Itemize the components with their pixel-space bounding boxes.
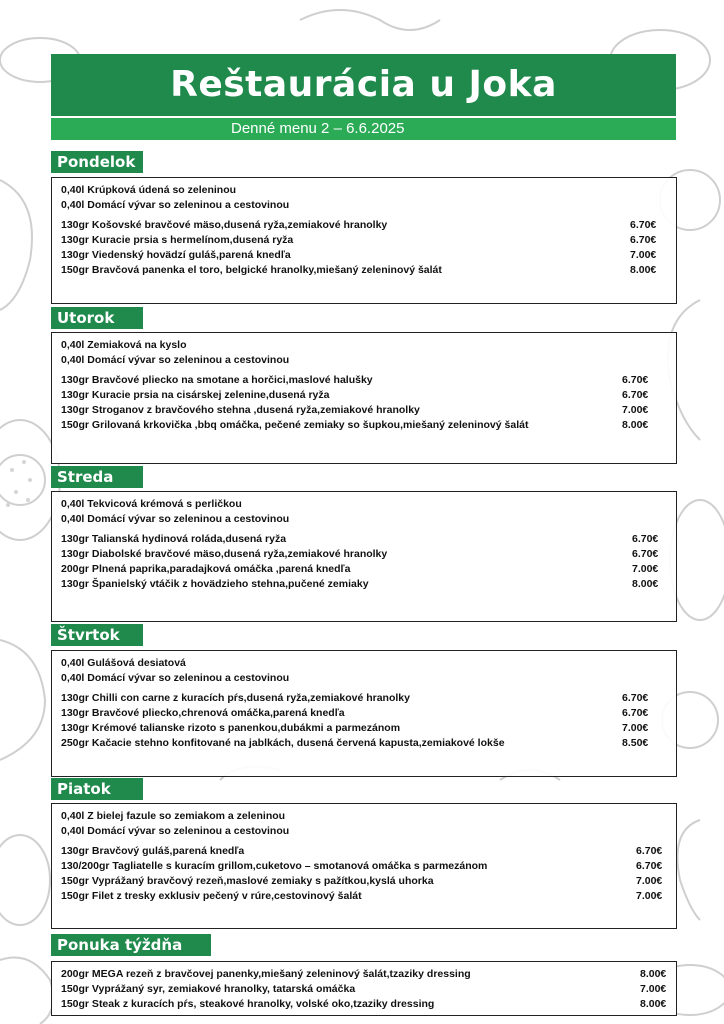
dish-price: 8.00€ — [640, 998, 667, 1010]
day-label: Štvrtok — [51, 624, 143, 646]
day-menu-box — [51, 177, 677, 304]
dish-item: 130gr Kuracie prsia s hermelínom,dusená ryža — [61, 234, 294, 246]
soup-item: 0,40l Zemiaková na kyslo — [61, 339, 187, 351]
dish-item: 250gr Kačacie stehno konfitované na jablkách, dusená červená kapusta,zemiakové lokše — [61, 737, 505, 749]
dish-item: 150gr Bravčová panenka el toro, belgické hranolky,miešaný zeleninový šalát — [61, 264, 442, 276]
dish-item: 130gr Diabolské bravčové mäso,dusená ryža,zemiakové hranolky — [61, 548, 388, 560]
soup-item: 0,40l Domácí vývar so zeleninou a cestovinou — [61, 199, 290, 211]
dish-item: 150gr Vyprážaný syr, zemiakové hranolky, tatarská omáčka — [61, 983, 356, 995]
dish-item: 150gr Steak z kuracích pŕs, steakové hranolky, volské oko,tzaziky dressing — [61, 998, 435, 1010]
dish-price: 8.00€ — [622, 419, 649, 431]
dish-item: 130gr Bravčový guláš,parená knedľa — [61, 845, 245, 857]
dish-item: 130gr Kuracie prsia na cisárskej zelenine,dusená ryža — [61, 389, 330, 401]
dish-item: 200gr Plnená paprika,paradajková omáčka ,parená knedľa — [61, 563, 351, 575]
day-menu-box — [51, 332, 677, 464]
dish-price: 7.00€ — [636, 875, 663, 887]
dish-price: 6.70€ — [622, 374, 649, 386]
weekly-offer-label: Ponuka týždňa — [51, 934, 211, 956]
dish-item: 130gr Španielský vtáčik z hovädzieho stehna,pučené zemiaky — [61, 578, 369, 590]
dish-price: 7.00€ — [640, 983, 667, 995]
day-menu-box — [51, 491, 677, 622]
dish-price: 8.00€ — [640, 968, 667, 980]
soup-item: 0,40l Gulášová desiatová — [61, 657, 186, 669]
dish-price: 7.00€ — [632, 563, 659, 575]
day-label: Piatok — [51, 778, 143, 800]
soup-item: 0,40l Domácí vývar so zeleninou a cestovinou — [61, 825, 290, 837]
dish-item: 130gr Stroganov z bravčového stehna ,dusená ryža,zemiakové hranolky — [61, 404, 420, 416]
day-menu-box — [51, 803, 677, 929]
dish-price: 6.70€ — [630, 219, 657, 231]
dish-price: 6.70€ — [632, 533, 659, 545]
dish-price: 6.70€ — [622, 692, 649, 704]
dish-item: 130/200gr Tagliatelle s kuracím grillom,cuketovo – smotanová omáčka s parmezánom — [61, 860, 488, 872]
dish-price: 6.70€ — [622, 389, 649, 401]
soup-item: 0,40l Z bielej fazule so zemiakom a zeleninou — [61, 810, 286, 822]
dish-item: 150gr Vyprážaný bravčový rezeň,maslové zemiaky s pažítkou,kyslá uhorka — [61, 875, 434, 887]
day-label: Streda — [51, 466, 143, 488]
dish-price: 6.70€ — [622, 707, 649, 719]
dish-item: 130gr Talianská hydinová roláda,dusená ryža — [61, 533, 287, 545]
weekly-offer-box — [51, 961, 677, 1016]
dish-item: 130gr Krémové talianske rizoto s panenkou,dubákmi a parmezánom — [61, 722, 401, 734]
dish-item: 150gr Filet z tresky exklusiv pečený v rúre,cestovinový šalát — [61, 890, 362, 902]
dish-price: 8.00€ — [630, 264, 657, 276]
dish-price: 6.70€ — [636, 860, 663, 872]
restaurant-title: Reštaurácia u Joka — [51, 54, 676, 116]
dish-item: 130gr Chilli con carne z kuracích pŕs,dusená ryža,zemiakové hranolky — [61, 692, 410, 704]
soup-item: 0,40l Domácí vývar so zeleninou a cestovinou — [61, 354, 290, 366]
dish-item: 200gr MEGA rezeň z bravčovej panenky,miešaný zeleninový šalát,tzaziky dressing — [61, 968, 471, 980]
soup-item: 0,40l Domácí vývar so zeleninou a cestovinou — [61, 672, 290, 684]
day-menu-box — [51, 650, 677, 777]
soup-item: 0,40l Domácí vývar so zeleninou a cestovinou — [61, 513, 290, 525]
dish-item: 150gr Grilovaná krkovička ,bbq omáčka, pečené zemiaky so šupkou,miešaný zeleninový šalát — [61, 419, 529, 431]
soup-item: 0,40l Krúpková údená so zeleninou — [61, 184, 237, 196]
menu-subtitle: Denné menu 2 – 6.6.2025 — [51, 118, 676, 140]
dish-price: 7.00€ — [636, 890, 663, 902]
soup-item: 0,40l Tekvicová krémová s perličkou — [61, 498, 242, 510]
dish-price: 6.70€ — [630, 234, 657, 246]
dish-price: 7.00€ — [630, 249, 657, 261]
dish-item: 130gr Košovské bravčové mäso,dusená ryža,zemiakové hranolky — [61, 219, 388, 231]
dish-price: 7.00€ — [622, 722, 649, 734]
dish-item: 130gr Bravčové pliecko,chrenová omáčka,parená knedľa — [61, 707, 345, 719]
dish-price: 8.50€ — [622, 737, 649, 749]
dish-price: 7.00€ — [622, 404, 649, 416]
day-label: Pondelok — [51, 151, 143, 173]
day-label: Utorok — [51, 307, 143, 329]
dish-price: 6.70€ — [636, 845, 663, 857]
dish-item: 130gr Viedenský hovädzí guláš,parená knedľa — [61, 249, 291, 261]
dish-item: 130gr Bravčové pliecko na smotane a horčici,maslové halušky — [61, 374, 373, 386]
dish-price: 8.00€ — [632, 578, 659, 590]
dish-price: 6.70€ — [632, 548, 659, 560]
